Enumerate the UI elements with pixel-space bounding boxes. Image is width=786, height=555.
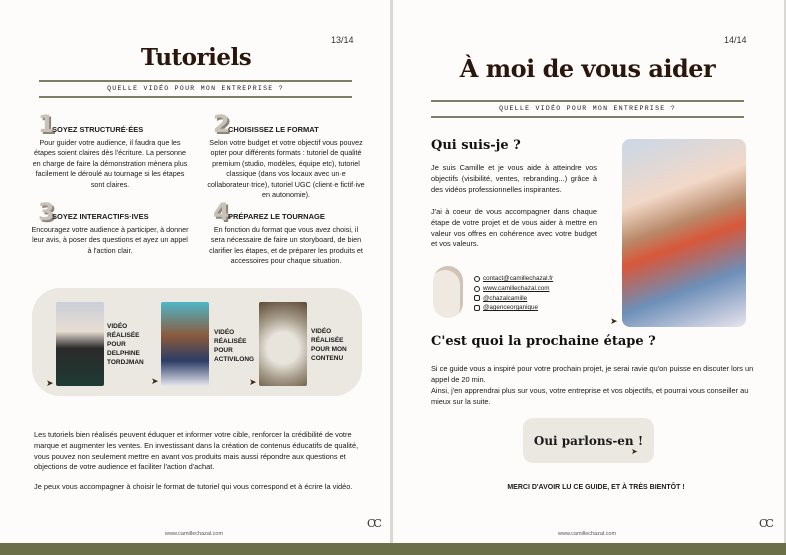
step-heading: CHOISISSEZ LE FORMAT	[228, 125, 319, 134]
footer-link[interactable]: www.camillechazal.com	[165, 531, 224, 537]
thanks-message: MERCI D'AVOIR LU CE GUIDE, ET À TRÈS BIENTÔT !	[507, 484, 685, 491]
contact-cta-button[interactable]: Oui parlons-en !	[523, 418, 654, 463]
page-number: 14/14	[724, 35, 747, 45]
email-icon	[474, 276, 480, 282]
cursor-icon: ➤	[631, 447, 638, 456]
step-text: Selon votre budget et votre objectif vous pouvez opter pour différents formats : tutoriel de qualité premium (studio, modèles, équipe etc), tutoriel classique (dans vos locaux avec un·e collaborateur·trice), tutoriel UGC (client·e fictif·ive en autonomie).	[207, 137, 365, 199]
step-text: En fonction du format que vous avez choisi, il sera nécessaire de faire un storyboard, de bien clarifier les étapes, et de préparer les produits et accessoires pour chaque situation.	[209, 224, 363, 265]
step-number: 3	[38, 198, 55, 226]
step-heading: SOYEZ STRUCTURÉ·ÉES	[52, 125, 144, 134]
page-subtitle: QUELLE VIDÉO POUR MON ENTREPRISE ?	[107, 85, 284, 92]
body-paragraph: Je suis Camille et je vous aide à atteindre vos objectifs (visibilité, ventes, rebranding...) grâce à des vidéos professionnelles inspirantes.	[431, 163, 597, 194]
body-paragraph: Ainsi, j'en apprendrai plus sur vous, votre entreprise et vos objectifs, et pourrai vous conseiller au mieux sur la suite.	[431, 386, 749, 406]
cursor-icon: ➤	[610, 316, 618, 326]
step-number: 1	[38, 110, 55, 138]
section-heading: Qui suis-je ?	[431, 138, 521, 153]
footer-link[interactable]: www.camillechazal.com	[558, 531, 617, 537]
instagram-link[interactable]: @agenceorganique	[474, 303, 553, 313]
cursor-icon: ➤	[46, 378, 54, 388]
logo: CC	[759, 517, 772, 530]
instagram-link[interactable]: @chazalcamille	[474, 294, 553, 304]
instagram-icon	[474, 305, 480, 311]
step-3	[30, 212, 190, 256]
website-link[interactable]: www.camillechazal.com	[474, 284, 553, 294]
video-thumbnail-delphine[interactable]	[56, 302, 104, 386]
step-number: 4	[213, 198, 230, 226]
cursor-icon: ➤	[249, 377, 257, 387]
instagram-icon	[474, 295, 480, 301]
page-number: 13/14	[331, 35, 354, 45]
email-link[interactable]: contact@camillechazal.fr	[474, 274, 553, 284]
divider	[431, 100, 744, 102]
step-1	[30, 125, 190, 190]
page-title: Tutoriels	[140, 44, 252, 71]
step-heading: SOYEZ INTERACTIFS·IVES	[52, 212, 149, 221]
bottom-band	[0, 543, 786, 555]
cursor-icon: ➤	[151, 376, 159, 386]
divider	[39, 80, 352, 82]
step-2	[206, 125, 366, 201]
video-caption: VIDÉO RÉALISÉE POUR DELPHINE TORDJMAN	[107, 323, 144, 366]
video-thumbnail-activilong[interactable]	[161, 302, 209, 386]
page-title: À moi de vous aider	[459, 54, 716, 83]
section-heading: C'est quoi la prochaine étape ?	[431, 334, 656, 349]
step-text: Pour guider votre audience, il faudra que les étapes soient claires dès l'écriture. La personne en charge de faire la démonstration mènera plus facilement le déroulé au tournage si les étapes sont claires.	[32, 137, 188, 189]
body-paragraph: Je peux vous accompagner à choisir le format de tutoriel qui vous correspond et à écrire la vidéo.	[34, 482, 353, 491]
decorative-shape	[433, 266, 463, 318]
globe-icon	[474, 286, 480, 292]
divider	[431, 116, 744, 118]
step-text: Encouragez votre audience à participer, à donner leur avis, à poser des questions et ayez un appel à l'action clair.	[31, 224, 189, 255]
step-4	[206, 212, 366, 267]
body-paragraph: Les tutoriels bien réalisés peuvent éduquer et informer votre cible, renforcer la crédibilité de votre marque et augmenter les ventes. En investissant dans la création de contenus éducatifs de qualité, vous pouvez non seulement mettre en avant vos produits mais aussi répondre aux questions et objections de votre audience et faciliter l'action d'achat.	[34, 430, 359, 472]
video-thumbnail-contenu[interactable]	[259, 302, 307, 386]
step-number: 2	[213, 110, 230, 138]
page-subtitle: QUELLE VIDÉO POUR MON ENTREPRISE ?	[499, 105, 676, 112]
body-paragraph: J'ai à coeur de vous accompagner dans chaque étape de votre projet et de vous aider à mettre en valeur vos offres en cohérence avec votre budget et vos valeurs.	[431, 207, 597, 249]
contact-links	[474, 274, 553, 313]
divider	[39, 96, 352, 98]
body-paragraph: Si ce guide vous a inspiré pour votre prochain projet, je serai ravie qu'on puisse en discuter lors un appel de 20 min.	[431, 364, 754, 384]
logo: CC	[367, 517, 380, 530]
step-heading: PRÉPAREZ LE TOURNAGE	[228, 212, 325, 221]
profile-photo	[622, 139, 746, 327]
video-caption: VIDÉO RÉALISÉE POUR MON CONTENU	[311, 328, 347, 362]
video-caption: VIDÉO RÉALISÉE POUR ACTIVILONG	[214, 329, 255, 363]
